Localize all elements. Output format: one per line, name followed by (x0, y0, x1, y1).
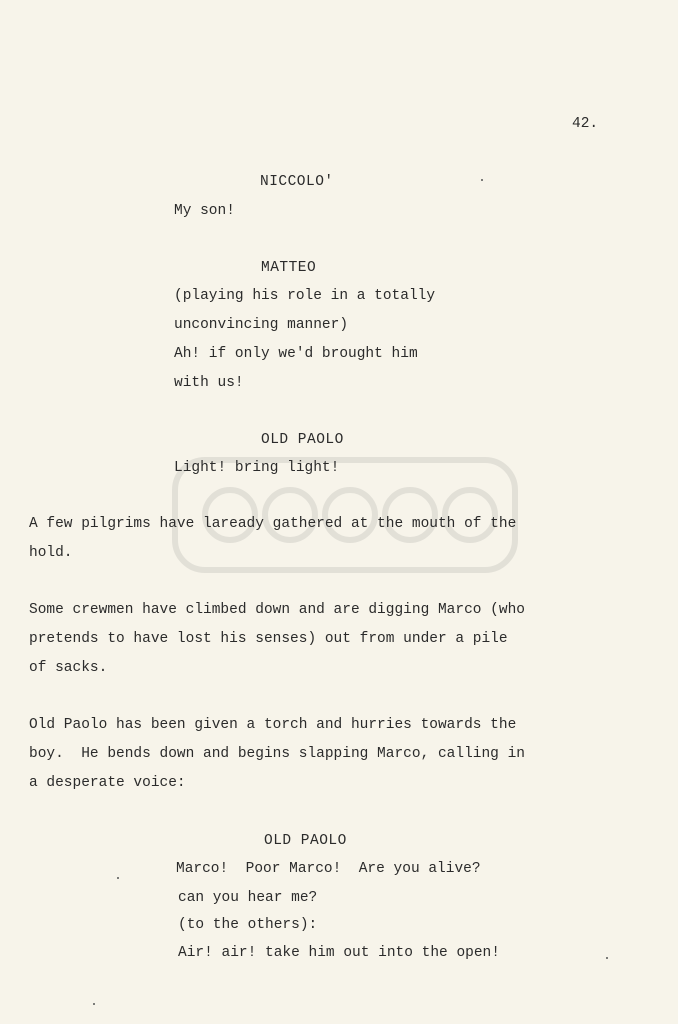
action-line: of sacks. (29, 660, 108, 676)
dialogue-line: Light! bring light! (174, 460, 340, 476)
paper-speck (117, 877, 119, 879)
page-number: 42. (572, 116, 599, 132)
dialogue-line: (playing his role in a totally (174, 288, 436, 304)
dialogue-line: Marco! Poor Marco! Are you alive? (176, 861, 481, 877)
dialogue-line: with us! (174, 375, 244, 391)
action-line: Old Paolo has been given a torch and hurries towards the (29, 717, 517, 733)
speaker-old-paolo: OLD PAOLO (261, 432, 344, 448)
action-line: pretends to have lost his senses) out from under a pile (29, 631, 508, 647)
paper-speck (606, 957, 608, 959)
dialogue-line: My son! (174, 203, 235, 219)
dialogue-line: unconvincing manner) (174, 317, 349, 333)
dialogue-line: can you hear me? (178, 890, 318, 906)
speaker-old-paolo: OLD PAOLO (264, 833, 347, 849)
dialogue-line: Ah! if only we'd brought him (174, 346, 418, 362)
paper-speck (481, 179, 483, 181)
speaker-niccolo: NICCOLO' (260, 174, 334, 190)
speaker-matteo: MATTEO (261, 260, 317, 276)
action-line: a desperate voice: (29, 775, 186, 791)
action-line: A few pilgrims have laready gathered at the mouth of the (29, 516, 517, 532)
action-line: boy. He bends down and begins slapping Marco, calling in (29, 746, 525, 762)
dialogue-line: Air! air! take him out into the open! (178, 945, 500, 961)
action-line: hold. (29, 545, 73, 561)
paper-speck (93, 1003, 95, 1005)
dialogue-line: (to the others): (178, 917, 318, 933)
action-line: Some crewmen have climbed down and are digging Marco (who (29, 602, 525, 618)
